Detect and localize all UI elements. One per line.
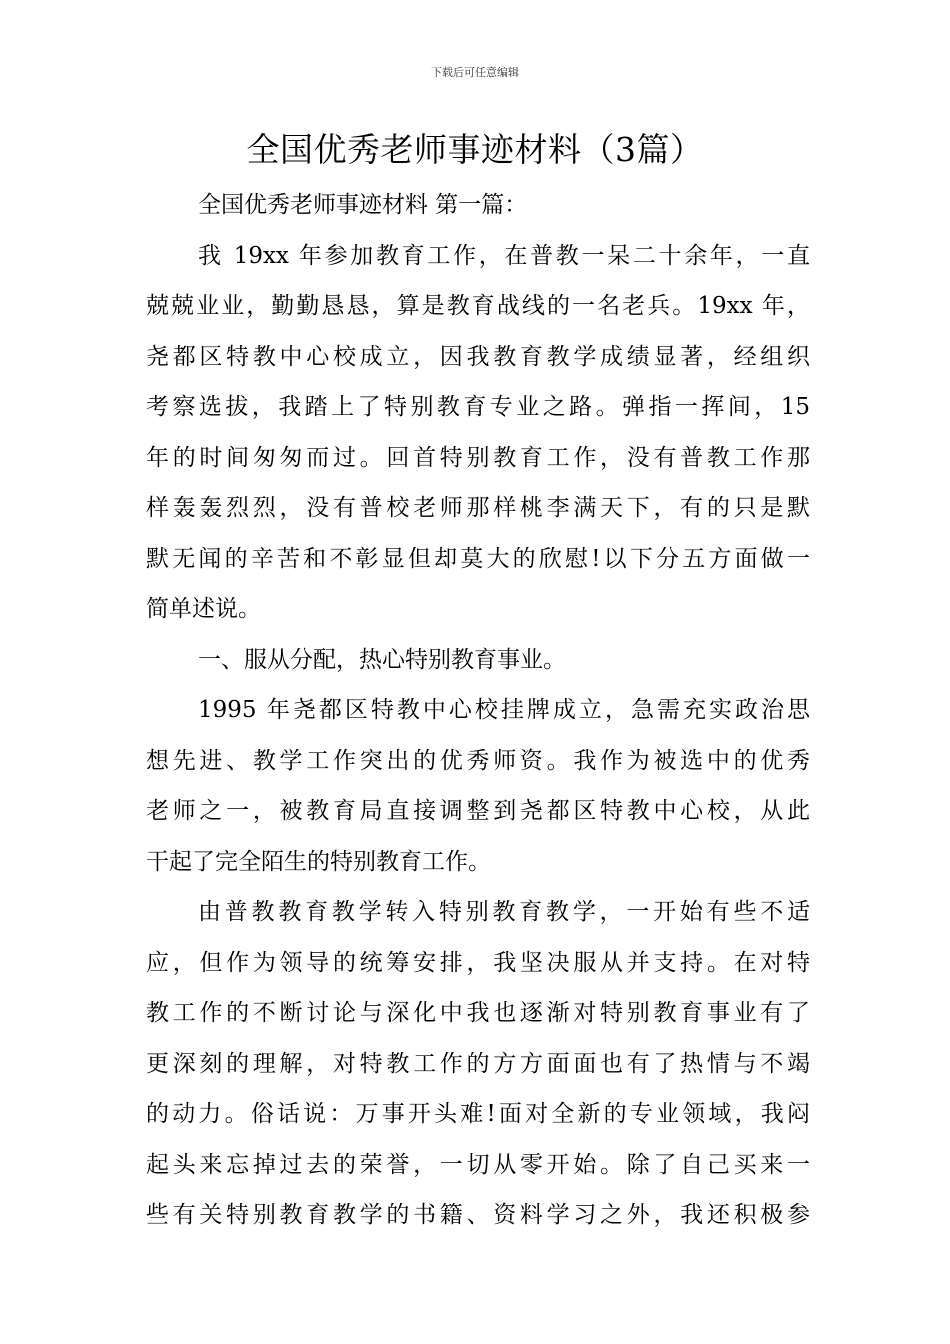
paragraph-line: 更深刻的理解，对特教工作的方方面面也有了热情与不竭 — [146, 1050, 810, 1077]
paragraph-line: 默无闻的辛苦和不彰显但却莫大的欣慰!以下分五方面做一 — [146, 545, 810, 572]
paragraph-line: 的动力。俗话说：万事开头难!面对全新的专业领域，我闷 — [146, 1101, 810, 1127]
header-note: 下载后可任意编辑 — [431, 66, 519, 79]
paragraph-line: 些有关特别教育教学的书籍、资料学习之外，我还积极参 — [146, 1202, 810, 1228]
document-title: 全国优秀老师事迹材料（3篇） — [246, 130, 704, 169]
paragraph-line: 起头来忘掉过去的荣誉，一切从零开始。除了自己买来一 — [146, 1151, 810, 1178]
paragraph-line: 我 19xx 年参加教育工作，在普教一呆二十余年，一直 — [198, 242, 810, 269]
paragraph-line: 兢兢业业，勤勤恳恳，算是教育战线的一名老兵。19xx 年， — [146, 293, 810, 319]
paragraph-line: 考察选拔，我踏上了特别教育专业之路。弹指一挥间，15 — [146, 394, 810, 420]
section-heading: 全国优秀老师事迹材料 第一篇： — [198, 192, 528, 218]
paragraph-line: 年的时间匆匆而过。回首特别教育工作，没有普教工作那 — [146, 444, 810, 471]
paragraph-line: 样轰轰烈烈，没有普校老师那样桃李满天下，有的只是默 — [146, 495, 810, 521]
paragraph-line: 1995 年尧都区特教中心校挂牌成立，急需充实政治思 — [198, 697, 810, 723]
paragraph-line: 想先进、教学工作突出的优秀师资。我作为被选中的优秀 — [146, 747, 810, 774]
paragraph-line: 干起了完全陌生的特别教育工作。 — [146, 848, 491, 875]
paragraph-line: 尧都区特教中心校成立，因我教育教学成绩显著，经组织 — [146, 343, 810, 370]
paragraph-line: 简单述说。 — [146, 596, 261, 622]
document-body — [146, 180, 810, 1241]
section-heading: 一、服从分配，热心特别教育事业。 — [198, 646, 566, 673]
paragraph-line: 由普教教育教学转入特别教育教学，一开始有些不适 — [198, 899, 810, 925]
paragraph-line: 教工作的不断讨论与深化中我也逐渐对特别教育事业有了 — [146, 1000, 810, 1026]
paragraph-line: 应，但作为领导的统筹安排，我坚决服从并支持。在对特 — [146, 949, 810, 976]
paragraph-line: 老师之一，被教育局直接调整到尧都区特教中心校，从此 — [146, 798, 810, 824]
